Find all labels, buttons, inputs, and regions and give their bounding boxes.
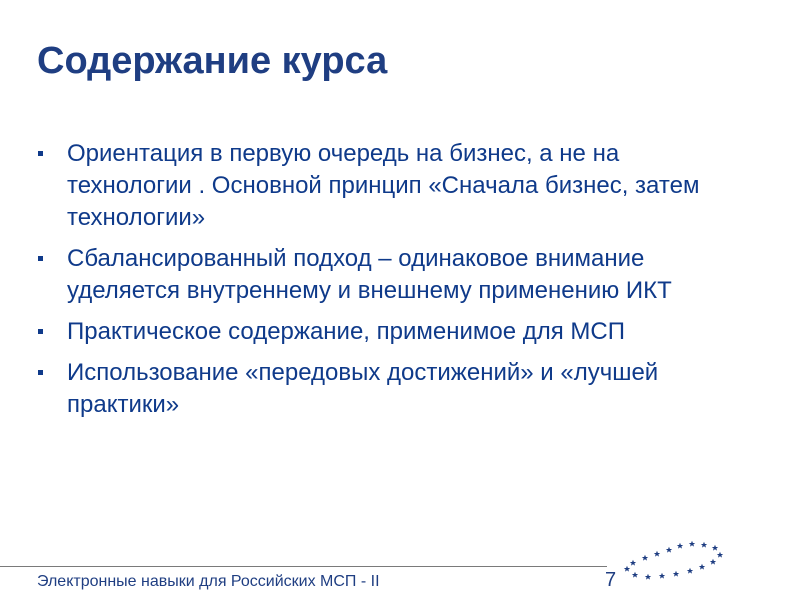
bullet-item xyxy=(36,357,736,421)
bullet-item xyxy=(36,243,736,307)
footer-divider xyxy=(0,566,607,567)
slide-title: Содержание курса xyxy=(37,40,388,82)
bullet-marker-icon xyxy=(38,151,43,156)
bullet-marker-icon xyxy=(38,329,43,334)
bullet-text: Ориентация в первую очередь на бизнес, а не на технологии . Основной принцип «Сначала бизнес, затем технологии» xyxy=(67,140,700,231)
eu-stars-icon xyxy=(616,538,726,590)
bullet-text: Сбалансированный подход – одинаковое внимание уделяется внутреннему и внешнему применению ИКТ xyxy=(67,245,672,304)
footer-text: Электронные навыки для Российских МСП - II xyxy=(37,573,380,590)
page-number: 7 xyxy=(605,569,617,591)
bullet-marker-icon xyxy=(38,370,43,375)
bullet-text: Практическое содержание, применимое для МСП xyxy=(67,318,625,345)
bullet-marker-icon xyxy=(38,256,43,261)
bullet-text: Использование «передовых достижений» и «лучшей практики» xyxy=(67,359,659,418)
bullet-item xyxy=(36,316,736,348)
bullet-item xyxy=(36,138,736,234)
bullet-list xyxy=(36,138,736,430)
